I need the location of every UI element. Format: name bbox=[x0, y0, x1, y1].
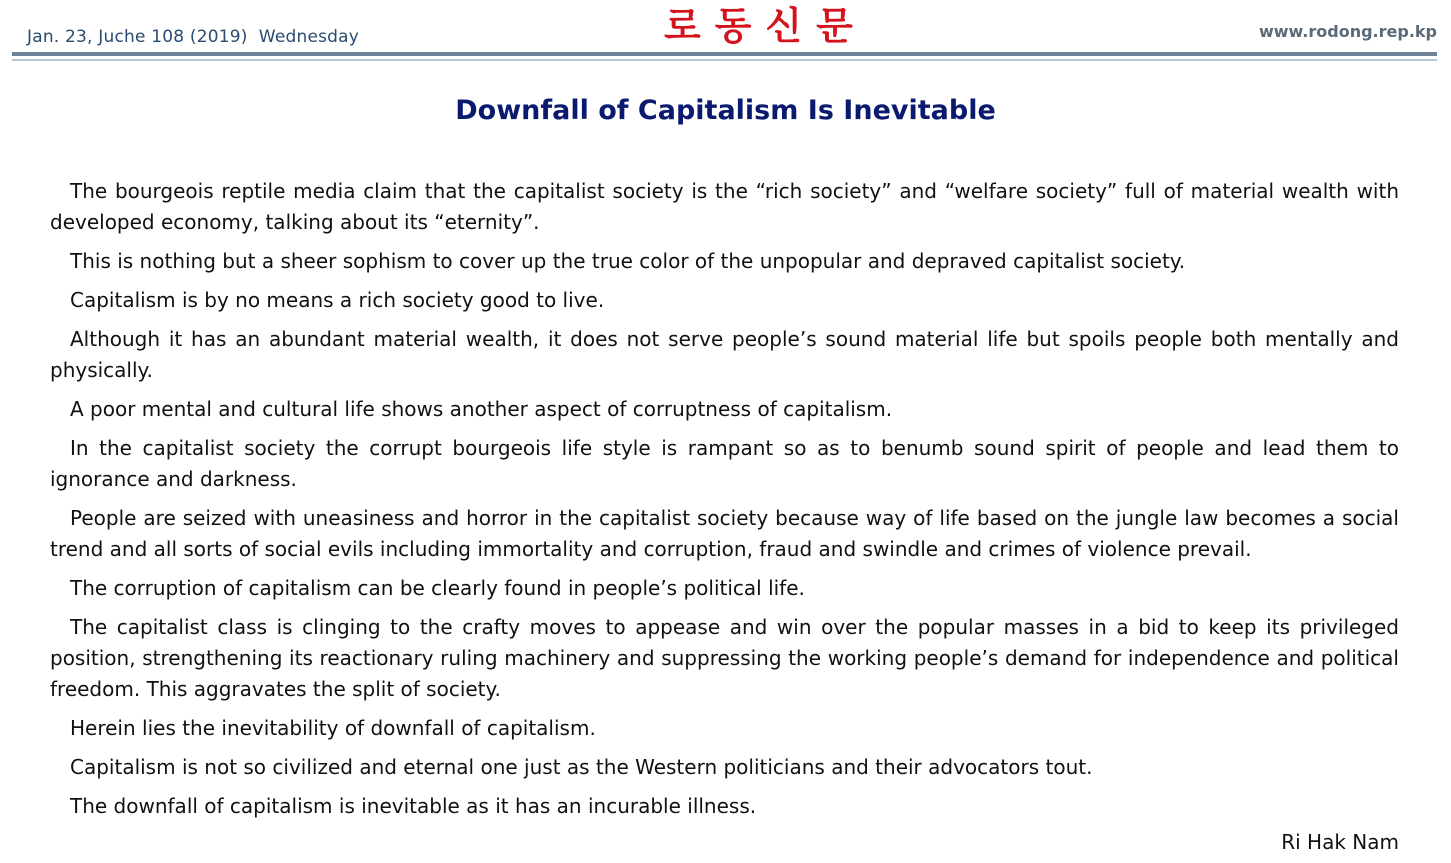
article-paragraph: The corruption of capitalism can be clearly found in people’s political life. bbox=[70, 576, 805, 600]
article-paragraph: Herein lies the inevitability of downfall of capitalism. bbox=[70, 716, 596, 740]
article-paragraph: In the capitalist society the corrupt bourgeois life style is rampant so as to benumb sound spirit of people and lead them to ignorance and darkness. bbox=[50, 436, 1399, 491]
article-paragraph: People are seized with uneasiness and horror in the capitalist society because way of life based on the jungle law becomes a social trend and all sorts of social evils including immortality and corruption, fraud and swindle and crimes of violence prevail. bbox=[50, 506, 1399, 561]
article-title: Downfall of Capitalism Is Inevitable bbox=[455, 95, 996, 126]
article-body bbox=[50, 176, 1399, 830]
publication-date: Jan. 23, Juche 108 (2019) Wednesday bbox=[27, 27, 360, 47]
article-paragraph: A poor mental and cultural life shows another aspect of corruptness of capitalism. bbox=[70, 397, 893, 421]
article-paragraph: Although it has an abundant material wealth, it does not serve people’s sound material life but spoils people both mentally and physically. bbox=[50, 327, 1399, 382]
newspaper-masthead-logo: 로동신문 bbox=[664, 3, 867, 48]
article-paragraph: The bourgeois reptile media claim that the capitalist society is the “rich society” and “welfare society” full of material wealth with developed economy, talking about its “eternity”. bbox=[50, 179, 1399, 234]
article-paragraph: This is nothing but a sheer sophism to cover up the true color of the unpopular and depraved capitalist society. bbox=[70, 249, 1186, 273]
article-paragraph: Capitalism is not so civilized and eternal one just as the Western politicians and their advocators tout. bbox=[70, 755, 1093, 779]
article-paragraph: The capitalist class is clinging to the crafty moves to appease and win over the popular masses in a bid to keep its privileged position, strengthening its reactionary ruling machinery and suppressing the working people’s demand for independence and political freedom. This aggravates the split of society. bbox=[50, 615, 1399, 701]
header-divider bbox=[12, 52, 1437, 56]
article-paragraph: Capitalism is by no means a rich society good to live. bbox=[70, 288, 605, 312]
article-paragraph: The downfall of capitalism is inevitable as it has an incurable illness. bbox=[70, 794, 757, 818]
article-author: Ri Hak Nam bbox=[1281, 830, 1399, 854]
website-link[interactable]: www.rodong.rep.kp bbox=[1258, 22, 1437, 41]
header-divider-thin bbox=[12, 59, 1437, 61]
